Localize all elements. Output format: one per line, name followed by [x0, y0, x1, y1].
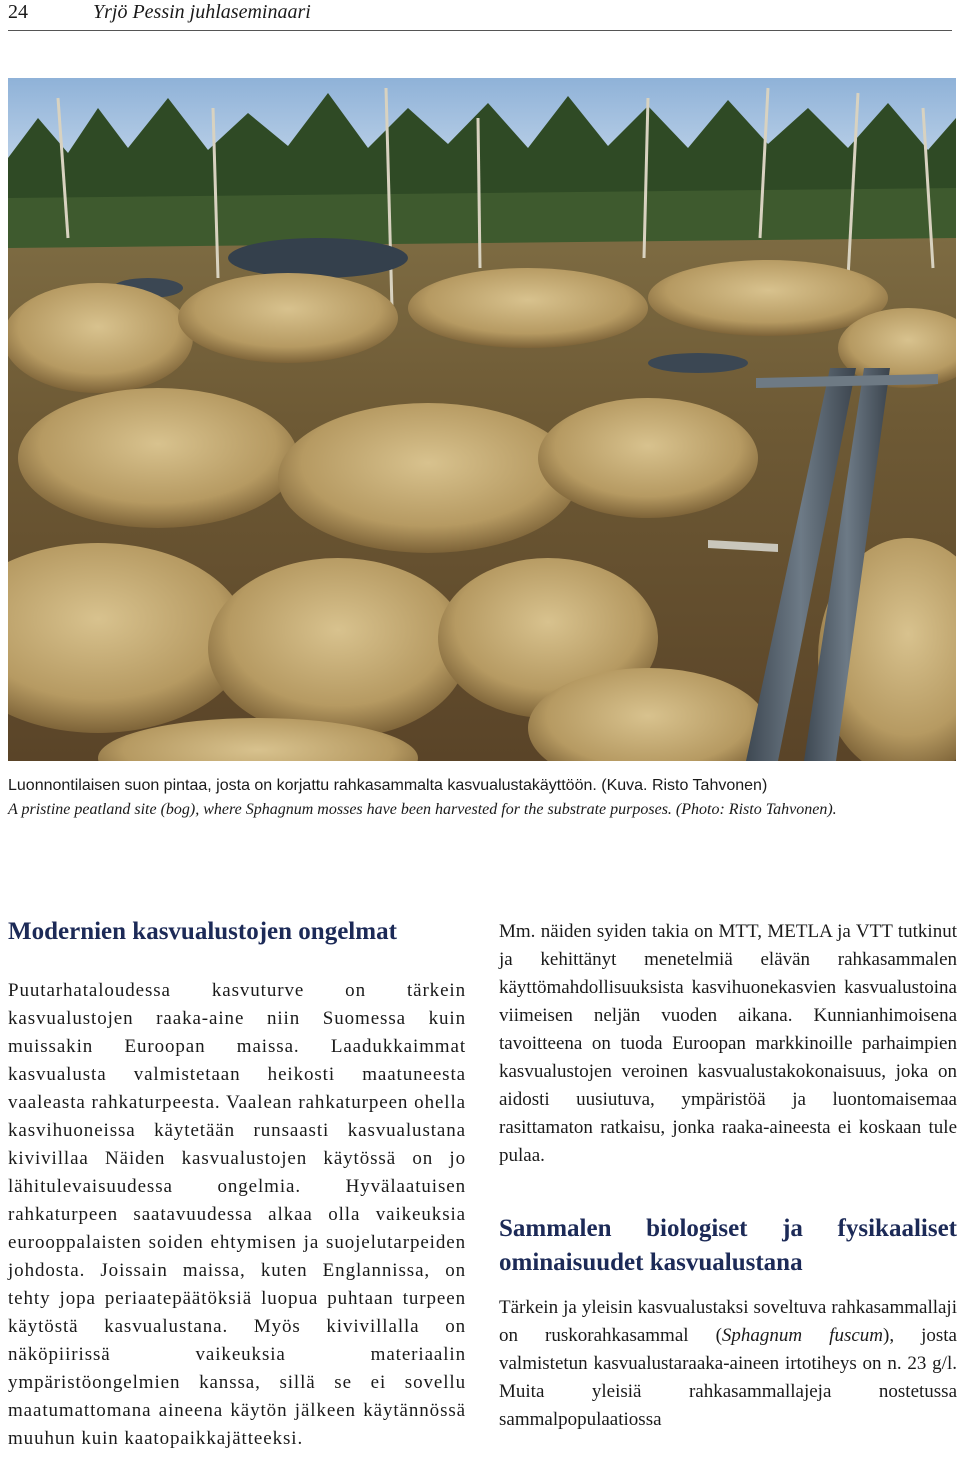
running-title: Yrjö Pessin juhlaseminaari: [93, 1, 311, 23]
bog-photo: [8, 78, 956, 761]
section-heading-problems: Modernien kasvualustojen ongelmat: [8, 918, 397, 945]
species-text-end: ), josta valmistetun kasvualustaraaka-aineen irtotiheys on n. 23 g/l. Muita yleisiä rahkasammallajeja nostetussa sammalpopulaatiossa: [499, 1325, 957, 1430]
figure-caption: [8, 774, 956, 822]
running-header: [8, 0, 952, 31]
section-heading-properties: Sammalen biologiset ja fysikaaliset ominaisuudet kasvualustana: [499, 1215, 957, 1276]
right-column: [499, 918, 957, 1434]
body-paragraph: Puutarhataloudessa kasvuturve on tärkein kasvualustojen raaka-aine niin Suomessa kuin muissakin Euroopan maissa. Laadukkaimmat kasvualusta valmistetaan heikosti maatuneesta vaaleasta rahkaturpeesta. Vaalean rahkaturpeen ohella kasvihuoneissa käytetään runsaasti kasvualustana kivivillaa Näiden kasvualustojen käytössä on jo lähitulevaisuudessa ongelmia. Hyvälaatuisen rahkaturpeen saatavuudessa alkaa olla vaikeuksia eurooppalaisten soiden ehtymisen ja suojelutarpeiden johdosta. Joissain maissa, kuten Englannissa, on tehty jopa periaatepäätöksiä luopua puhtaan turpeen käytöstä kasvualustana. Myös kivivillalla on näköpiirissä vaikeuksia materiaalin ympäristöongelmien kanssa, sillä se ei sovellu maatumattomana aineena käytön jälkeen käytännössä muuhun kuin kaatopaikkajätteeksi.: [8, 980, 466, 1449]
body-paragraph-species: [499, 1294, 957, 1434]
caption-finnish: Luonnontilaisen suon pintaa, josta on korjattu rahkasammalta kasvualustakäyttöön. (Kuva. Risto Tahvonen): [8, 777, 768, 794]
species-text-start: Tärkein ja yleisin kasvualustaksi soveltuva rahkasammallaji on ruskorahkasammal (: [499, 1297, 957, 1346]
page-number: 24: [8, 1, 28, 23]
left-column: [8, 915, 466, 1453]
caption-english: A pristine peatland site (bog), where Sphagnum mosses have been harvested for the substrate purposes. (Photo: Risto Tahvonen).: [8, 801, 837, 818]
species-name: Sphagnum fuscum: [721, 1325, 883, 1346]
body-paragraph-research: Mm. näiden syiden takia on MTT, METLA ja VTT tutkinut ja kehittänyt menetelmiä elävän rahkasammalen käyttömahdollisuuksista kasvihuonekasvien kasvualustoina viimeisen neljän vuoden aikana. Kunnianhimoisena tavoitteena on tuoda Euroopan markkinoille parhaimpien kasvualustojen veroinen kasvualustakokonaisuus, joka on aidosti uusiutuva, ympäristöä ja luontomaisemaa rasittamaton ratkaisu, jonka raaka-aineesta ei koskaan tule pulaa.: [499, 921, 957, 1166]
